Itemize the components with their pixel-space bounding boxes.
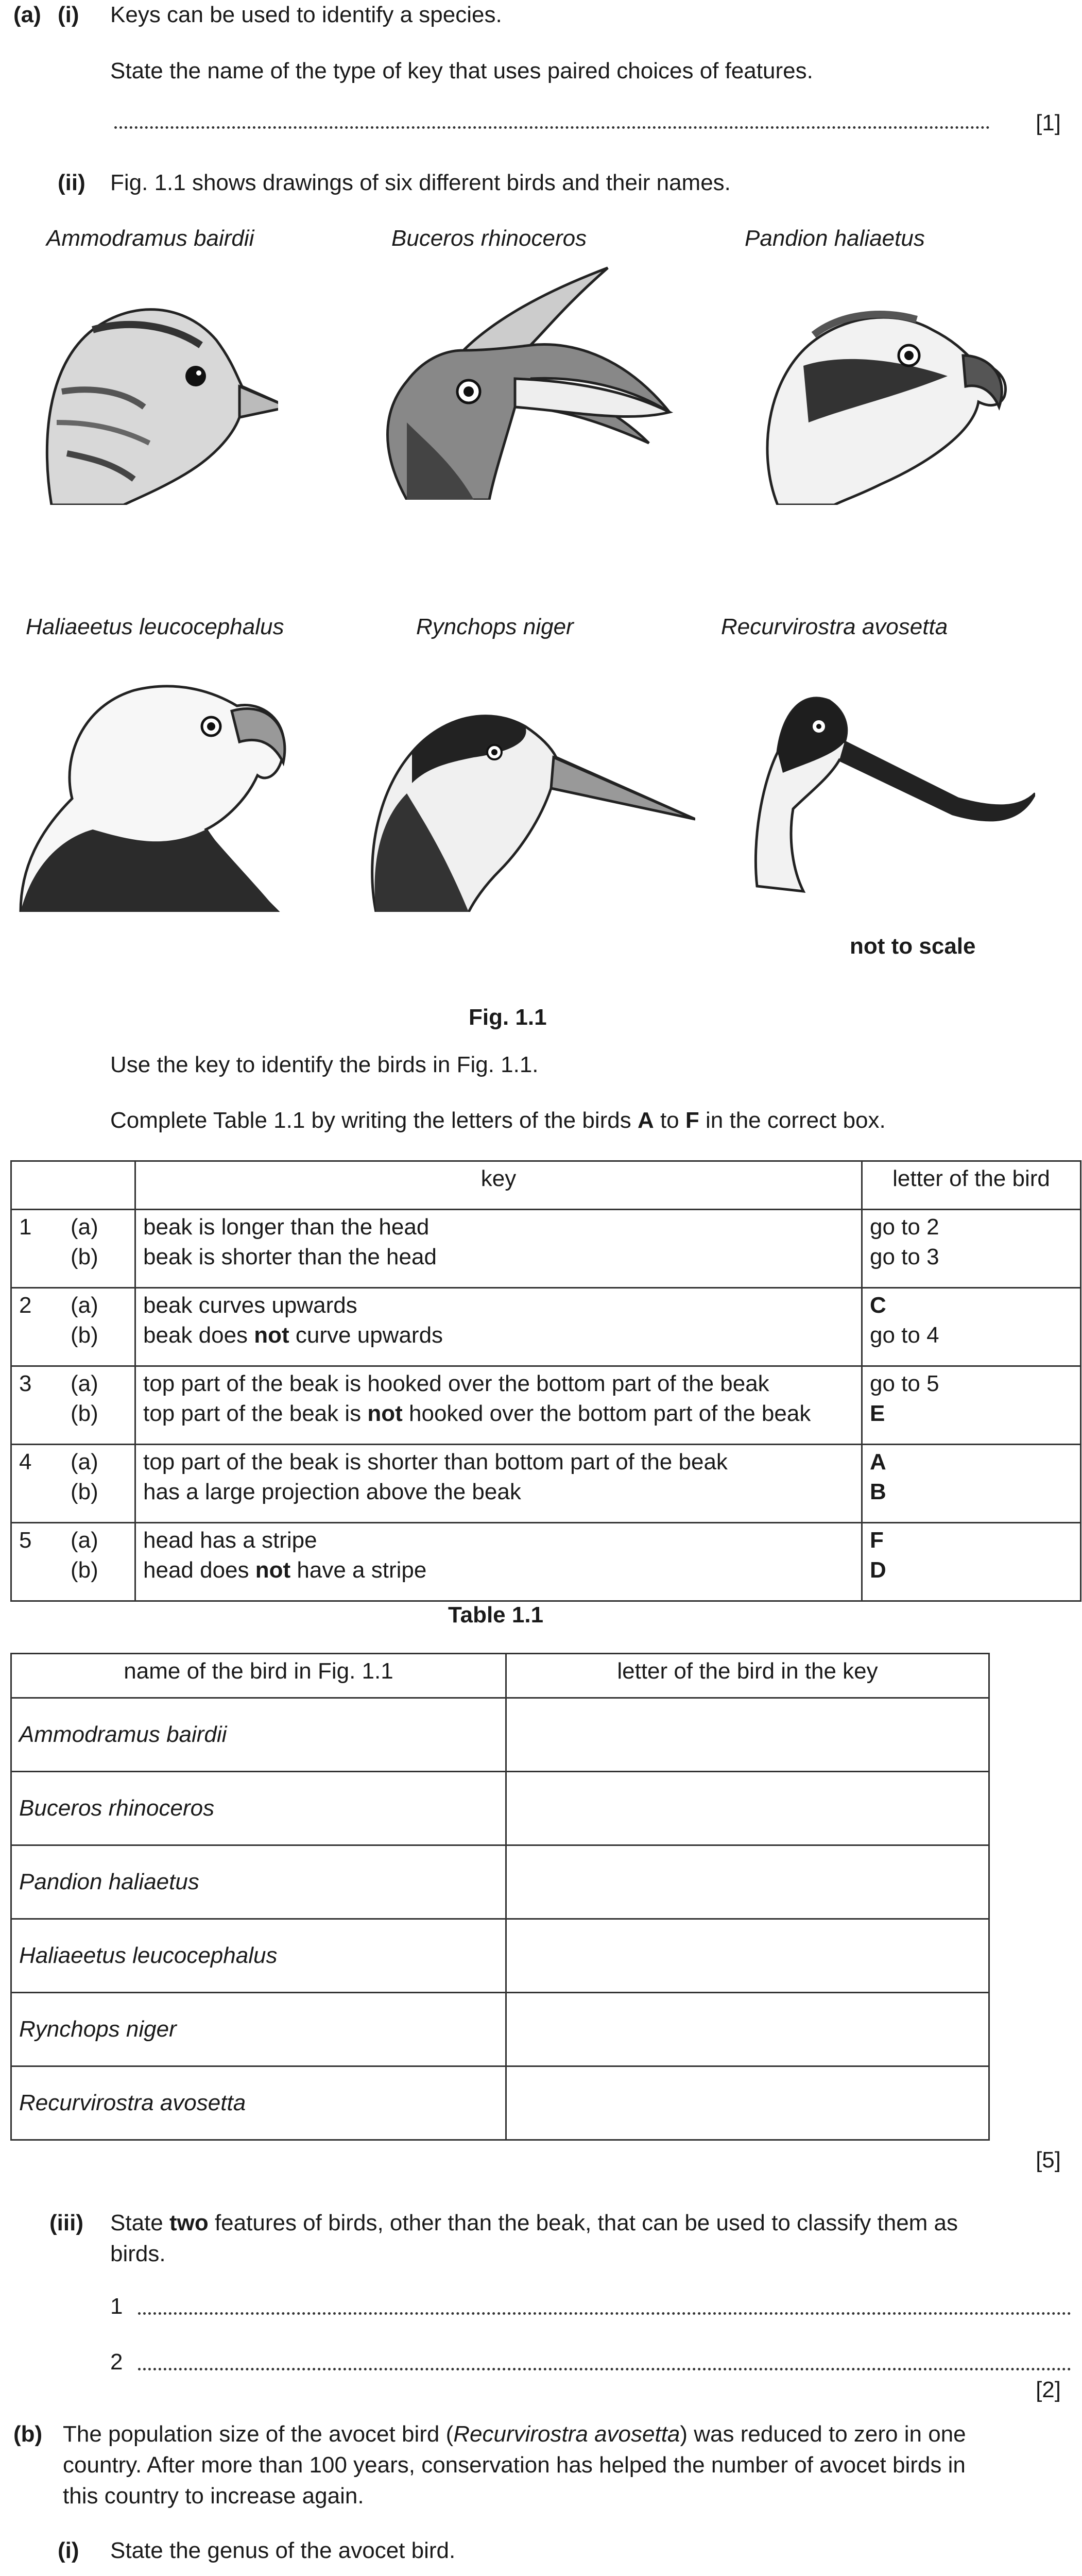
key-text-b-bold: not: [254, 1323, 289, 1348]
key-text-b-bold: not: [367, 1401, 403, 1426]
key-row-5-text: [135, 1523, 862, 1601]
key-num: 4: [19, 1449, 32, 1475]
key-letter-a: A: [870, 1449, 886, 1475]
key-row-3-letter: [862, 1366, 1081, 1445]
question-a-iii-text: [110, 2210, 1063, 2236]
key-sub-b: (b): [71, 1479, 98, 1504]
key-sub-a: (a): [71, 1449, 98, 1475]
mark-a-ii: [5]: [1036, 2147, 1061, 2173]
a-iii-text-bold: two: [169, 2210, 209, 2235]
key-sub-b: (b): [71, 1323, 98, 1348]
buceros-bird-drawing: [360, 258, 680, 500]
key-text-b-pre: top part of the beak is: [143, 1401, 368, 1426]
question-a-i-text-2: State the name of the type of key that uses paired choices of features.: [110, 58, 813, 83]
key-num: 2: [19, 1293, 32, 1318]
answer-line-a-i[interactable]: [114, 126, 990, 129]
key-sub-a: (a): [71, 1371, 98, 1396]
a-iii-text-post: features of birds, other than the beak, that can be used to classify them as: [208, 2210, 958, 2235]
key-letter-b: D: [870, 1557, 886, 1583]
key-text-a: top part of the beak is hooked over the bottom part of the beak: [143, 1371, 769, 1396]
key-row-3-num: [11, 1366, 135, 1445]
haliaeetus-bird-drawing: [10, 644, 288, 912]
key-row-4-text: [135, 1445, 862, 1523]
question-a-iii-text-2: birds.: [110, 2241, 166, 2266]
dichotomous-key-table: [10, 1160, 1081, 1602]
bird-label-6: Recurvirostra avosetta: [721, 614, 948, 639]
b-intro-species: Recurvirostra avosetta: [453, 2421, 680, 2447]
key-sub-b: (b): [71, 1244, 98, 1269]
answer-letter-cell[interactable]: [506, 1993, 989, 2066]
key-row-5-letter: [862, 1523, 1081, 1601]
key-text-b: [143, 1399, 854, 1429]
part-b-intro-3: this country to increase again.: [63, 2483, 364, 2509]
key-row-4: [11, 1445, 1081, 1523]
answer-letter-cell[interactable]: [506, 1698, 989, 1772]
key-text-a: head has a stripe: [143, 1528, 317, 1553]
question-a-i-number: (i): [58, 2, 79, 27]
key-sub-b: (b): [71, 1401, 98, 1426]
part-b-intro-2: country. After more than 100 years, conservation has helped the number of avocet birds in: [63, 2452, 966, 2478]
answer-2-label: 2: [110, 2349, 123, 2375]
key-row-1-letter: [862, 1210, 1081, 1288]
answer-letter-cell[interactable]: [506, 1845, 989, 1919]
letter-F: F: [685, 1108, 699, 1133]
question-a-i-text-1: Keys can be used to identify a species.: [110, 2, 502, 27]
b-intro-pre: The population size of the avocet bird (: [63, 2421, 454, 2447]
answer-line-a-iii-2[interactable]: [138, 2368, 1071, 2370]
key-text-b: has a large projection above the beak: [143, 1479, 521, 1504]
key-header-blank: [11, 1161, 135, 1210]
key-row-4-letter: [862, 1445, 1081, 1523]
key-header: key: [135, 1161, 862, 1210]
answer-row-name: Pandion haliaetus: [11, 1845, 506, 1919]
question-a-iii-number: (iii): [49, 2210, 83, 2235]
key-row-1-num: [11, 1210, 135, 1288]
key-sub-a: (a): [71, 1293, 98, 1318]
key-row-4-num: [11, 1445, 135, 1523]
key-text-b-pre: head does: [143, 1557, 255, 1583]
key-text-b-pre: beak does: [143, 1323, 254, 1348]
key-letter-b: go to 3: [870, 1244, 939, 1269]
question-b-i-number: (i): [58, 2538, 79, 2563]
key-row-2-num: [11, 1288, 135, 1366]
answer-header-name: name of the bird in Fig. 1.1: [11, 1654, 506, 1698]
key-sub-b: (b): [71, 1557, 98, 1583]
complete-text-2: to: [654, 1108, 685, 1133]
answer-row-name: Haliaeetus leucocephalus: [11, 1919, 506, 1993]
key-row-5-num: [11, 1523, 135, 1601]
key-letter-b: E: [870, 1401, 885, 1426]
b-intro-post: ) was reduced to zero in one: [680, 2421, 966, 2447]
letter-header: letter of the bird: [862, 1161, 1081, 1210]
key-text-a: beak curves upwards: [143, 1293, 357, 1318]
answer-line-a-iii-1[interactable]: [138, 2312, 1071, 2315]
answer-letter-cell[interactable]: [506, 1919, 989, 1993]
key-text-b-post: curve upwards: [289, 1323, 443, 1348]
bird-label-1: Ammodramus bairdii: [46, 226, 254, 251]
key-row-3-text: [135, 1366, 862, 1445]
answer-letter-cell[interactable]: [506, 1772, 989, 1845]
rynchops-bird-drawing: [355, 665, 695, 912]
part-b-intro-1: [63, 2421, 966, 2447]
pandion-bird-drawing: [731, 278, 1009, 505]
part-b-label: (b): [13, 2421, 43, 2447]
answer-table: [10, 1653, 990, 2141]
key-num: 5: [19, 1528, 32, 1553]
bird-label-3: Pandion haliaetus: [745, 226, 925, 251]
mark-a-iii: [2]: [1036, 2377, 1061, 2402]
not-to-scale-note: not to scale: [850, 934, 976, 959]
answer-header-letter: letter of the bird in the key: [506, 1654, 989, 1698]
key-text-b-post: have a stripe: [290, 1557, 427, 1583]
key-row-2: [11, 1288, 1081, 1366]
key-letter-a: F: [870, 1528, 884, 1553]
mark-a-i: [1]: [1036, 110, 1061, 135]
key-text-b: beak is shorter than the head: [143, 1244, 437, 1269]
complete-text-1: Complete Table 1.1 by writing the letters of the birds: [110, 1108, 638, 1133]
key-row-2-letter: [862, 1288, 1081, 1366]
key-letter-a: go to 5: [870, 1371, 939, 1396]
bird-label-2: Buceros rhinoceros: [391, 226, 587, 251]
figure-caption: Fig. 1.1: [469, 1005, 547, 1030]
answer-row-name: Ammodramus bairdii: [11, 1698, 506, 1772]
use-key-instruction: Use the key to identify the birds in Fig. 1.1.: [110, 1052, 539, 1077]
key-row-5: [11, 1523, 1081, 1601]
part-a-label: (a): [13, 2, 41, 27]
key-letter-b: go to 4: [870, 1323, 939, 1348]
key-text-b: [143, 1320, 854, 1350]
key-letter-a: C: [870, 1293, 886, 1318]
key-text-b-bold: not: [255, 1557, 291, 1583]
complete-table-instruction: [110, 1108, 886, 1133]
answer-row-name: Recurvirostra avosetta: [11, 2066, 506, 2140]
key-row-3: [11, 1366, 1081, 1445]
answer-letter-cell[interactable]: [506, 2066, 989, 2140]
key-text-a: top part of the beak is shorter than bottom part of the beak: [143, 1449, 728, 1475]
key-num: 3: [19, 1371, 32, 1396]
table-caption: Table 1.1: [448, 1602, 544, 1628]
answer-1-label: 1: [110, 2294, 123, 2319]
bird-label-5: Rynchops niger: [416, 614, 574, 639]
answer-row-name: Buceros rhinoceros: [11, 1772, 506, 1845]
key-row-1-text: [135, 1210, 862, 1288]
question-b-i-text: State the genus of the avocet bird.: [110, 2538, 456, 2563]
answer-row-name: Rynchops niger: [11, 1993, 506, 2066]
a-iii-text-pre: State: [110, 2210, 169, 2235]
key-row-1: [11, 1210, 1081, 1288]
key-sub-a: (a): [71, 1214, 98, 1240]
complete-text-3: in the correct box.: [699, 1108, 886, 1133]
key-text-b-post: hooked over the bottom part of the beak: [402, 1401, 811, 1426]
key-text-a: beak is longer than the head: [143, 1214, 430, 1240]
key-letter-b: B: [870, 1479, 886, 1504]
key-text-b: [143, 1555, 854, 1585]
bird-label-4: Haliaeetus leucocephalus: [26, 614, 284, 639]
key-letter-a: go to 2: [870, 1214, 939, 1240]
recurvirostra-bird-drawing: [716, 670, 1035, 912]
key-num: 1: [19, 1214, 32, 1240]
figure-intro-text: Fig. 1.1 shows drawings of six different birds and their names.: [110, 170, 731, 195]
key-row-2-text: [135, 1288, 862, 1366]
key-sub-a: (a): [71, 1528, 98, 1553]
question-a-ii-number: (ii): [58, 170, 85, 195]
ammodramus-bird-drawing: [31, 289, 278, 505]
letter-A: A: [637, 1108, 654, 1133]
